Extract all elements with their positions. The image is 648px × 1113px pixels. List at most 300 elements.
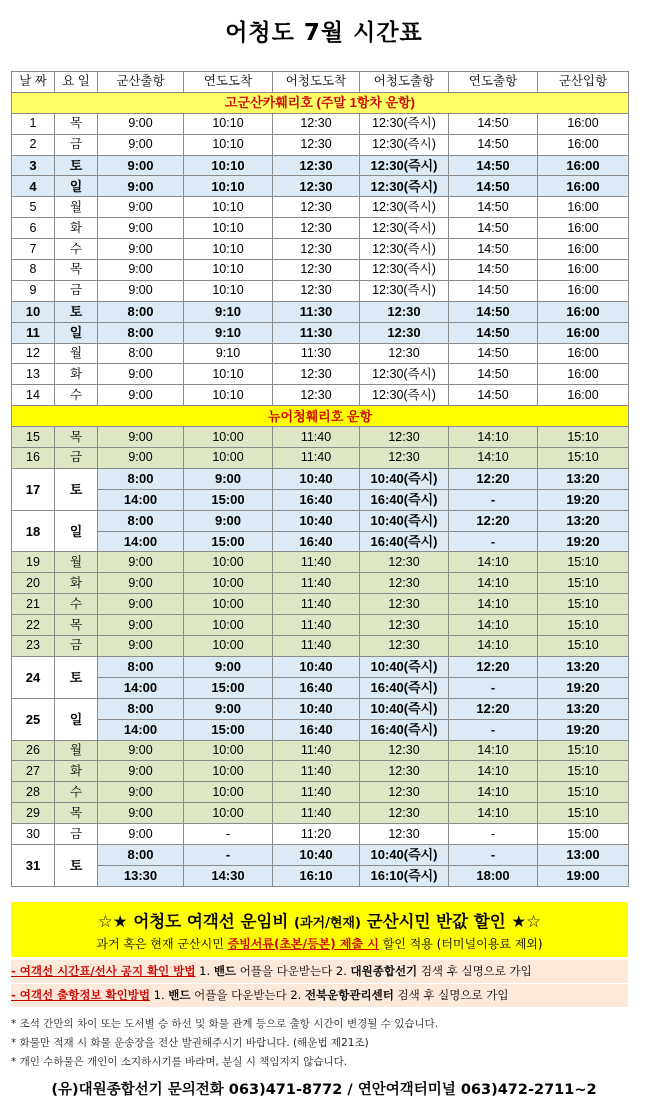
time-cell: 12:30 xyxy=(360,615,449,636)
weekday-cell: 금 xyxy=(55,280,98,301)
time-cell: 19:20 xyxy=(538,531,629,552)
weekday-cell: 금 xyxy=(55,448,98,469)
time-cell: 16:40 xyxy=(273,677,360,698)
column-header: 연도도착 xyxy=(184,72,273,93)
date-cell: 9 xyxy=(12,280,55,301)
section-label: 고군산카훼리호 (주말 1항차 운항) xyxy=(12,92,629,113)
time-cell: 9:00 xyxy=(98,364,184,385)
table-row xyxy=(12,824,629,845)
time-cell: 14:50 xyxy=(449,113,538,134)
time-cell: 10:10 xyxy=(184,113,273,134)
weekday-cell: 월 xyxy=(55,552,98,573)
time-cell: 16:00 xyxy=(538,218,629,239)
table-row xyxy=(12,698,629,719)
time-cell: 12:30 xyxy=(360,636,449,657)
time-cell: 10:00 xyxy=(184,573,273,594)
time-cell: 12:30(즉시) xyxy=(360,176,449,197)
time-cell: 12:30(즉시) xyxy=(360,280,449,301)
section-header xyxy=(12,406,629,427)
time-cell: 12:30(즉시) xyxy=(360,239,449,260)
weekday-cell: 금 xyxy=(55,134,98,155)
table-row xyxy=(12,636,629,657)
table-row xyxy=(12,677,629,698)
timetable xyxy=(11,71,629,887)
time-cell: 11:30 xyxy=(273,301,360,322)
time-cell: 12:30(즉시) xyxy=(360,197,449,218)
discount-condition: 과거 혹은 현재 군산시민 증빙서류(초본/등본) 제출 시 할인 적용 (터미널이용료 제외) xyxy=(96,937,543,951)
table-row xyxy=(12,176,629,197)
date-cell: 1 xyxy=(12,113,55,134)
table-row xyxy=(12,552,629,573)
date-cell: 14 xyxy=(12,385,55,406)
table-row xyxy=(12,865,629,886)
time-cell: 12:30 xyxy=(360,322,449,343)
weekday-cell: 토 xyxy=(55,155,98,176)
time-cell: 12:30 xyxy=(360,301,449,322)
table-row xyxy=(12,155,629,176)
date-cell: 18 xyxy=(12,510,55,552)
time-cell: 19:20 xyxy=(538,489,629,510)
time-cell: 19:20 xyxy=(538,719,629,740)
weekday-cell: 수 xyxy=(55,782,98,803)
table-row xyxy=(12,385,629,406)
time-cell: 12:30(즉시) xyxy=(360,364,449,385)
table-row xyxy=(12,448,629,469)
time-cell: 15:10 xyxy=(538,803,629,824)
time-cell: 10:40 xyxy=(273,698,360,719)
column-header: 어청도출항 xyxy=(360,72,449,93)
time-cell: 10:10 xyxy=(184,218,273,239)
contact-footer: (유)대원종합선기 문의전화 063)471-8772 / 연안여객터미널 063)472-2711~2 xyxy=(51,1082,597,1098)
date-cell: 5 xyxy=(12,197,55,218)
time-cell: 11:40 xyxy=(273,740,360,761)
time-cell: 14:50 xyxy=(449,301,538,322)
time-cell: 16:00 xyxy=(538,260,629,281)
table-row xyxy=(12,615,629,636)
time-cell: 14:10 xyxy=(449,594,538,615)
time-cell: 9:00 xyxy=(98,113,184,134)
table-row xyxy=(12,239,629,260)
weekday-cell: 토 xyxy=(55,656,98,698)
table-row xyxy=(12,489,629,510)
date-cell: 2 xyxy=(12,134,55,155)
time-cell: 9:00 xyxy=(98,803,184,824)
time-cell: 12:30 xyxy=(273,155,360,176)
date-cell: 6 xyxy=(12,218,55,239)
time-cell: 14:00 xyxy=(98,489,184,510)
time-cell: 9:00 xyxy=(98,176,184,197)
time-cell: 10:40(즉시) xyxy=(360,844,449,865)
time-cell: 10:40 xyxy=(273,468,360,489)
time-cell: 12:30 xyxy=(273,197,360,218)
time-cell: 10:10 xyxy=(184,134,273,155)
time-cell: 12:30 xyxy=(273,239,360,260)
time-cell: 14:10 xyxy=(449,636,538,657)
time-cell: 9:00 xyxy=(98,740,184,761)
time-cell: 15:10 xyxy=(538,761,629,782)
column-header: 날 짜 xyxy=(12,72,55,93)
time-cell: 15:10 xyxy=(538,573,629,594)
time-cell: 9:00 xyxy=(98,134,184,155)
weekday-cell: 일 xyxy=(55,322,98,343)
time-cell: - xyxy=(449,824,538,845)
weekday-cell: 일 xyxy=(55,510,98,552)
time-cell: 10:40(즉시) xyxy=(360,656,449,677)
time-cell: 10:00 xyxy=(184,427,273,448)
time-cell: 8:00 xyxy=(98,844,184,865)
date-cell: 31 xyxy=(12,844,55,886)
time-cell: 15:10 xyxy=(538,552,629,573)
table-row xyxy=(12,113,629,134)
table-row xyxy=(12,364,629,385)
time-cell: 8:00 xyxy=(98,510,184,531)
time-cell: 12:30 xyxy=(273,113,360,134)
time-cell: 9:00 xyxy=(98,155,184,176)
time-cell: 9:10 xyxy=(184,322,273,343)
table-row xyxy=(12,134,629,155)
time-cell: 12:30 xyxy=(273,218,360,239)
table-row xyxy=(12,427,629,448)
weekday-cell: 일 xyxy=(55,176,98,197)
discount-banner xyxy=(11,902,628,957)
schedule-check-info: - 여객선 시간표/선사 공지 확인 방법 1. 밴드 어플을 다운받는다 2. 대원종합선기 검색 후 실명으로 가입 xyxy=(11,960,628,983)
table-row xyxy=(12,280,629,301)
time-cell: 12:30 xyxy=(273,280,360,301)
time-cell: 12:30(즉시) xyxy=(360,155,449,176)
weekday-cell: 토 xyxy=(55,301,98,322)
departure-check-info: - 여객선 출항정보 확인방법 1. 밴드 어플을 다운받는다 2. 전북운항관리센터 검색 후 실명으로 가입 xyxy=(11,984,628,1007)
time-cell: 9:00 xyxy=(98,615,184,636)
date-cell: 3 xyxy=(12,155,55,176)
time-cell: 13:30 xyxy=(98,865,184,886)
time-cell: 10:00 xyxy=(184,636,273,657)
time-cell: 12:30 xyxy=(273,176,360,197)
date-cell: 26 xyxy=(12,740,55,761)
time-cell: 11:40 xyxy=(273,615,360,636)
time-cell: 12:30(즉시) xyxy=(360,260,449,281)
time-cell: 12:30 xyxy=(360,343,449,364)
time-cell: 14:50 xyxy=(449,343,538,364)
time-cell: 14:10 xyxy=(449,782,538,803)
time-cell: 14:10 xyxy=(449,573,538,594)
weekday-cell: 월 xyxy=(55,740,98,761)
time-cell: 10:40(즉시) xyxy=(360,510,449,531)
time-cell: 15:10 xyxy=(538,448,629,469)
time-cell: 14:30 xyxy=(184,865,273,886)
time-cell: 16:00 xyxy=(538,155,629,176)
weekday-cell: 목 xyxy=(55,615,98,636)
time-cell: 8:00 xyxy=(98,343,184,364)
date-cell: 13 xyxy=(12,364,55,385)
time-cell: 14:50 xyxy=(449,134,538,155)
time-cell: 14:50 xyxy=(449,364,538,385)
time-cell: 10:00 xyxy=(184,594,273,615)
time-cell: 11:40 xyxy=(273,803,360,824)
time-cell: 9:00 xyxy=(98,280,184,301)
date-cell: 21 xyxy=(12,594,55,615)
weekday-cell: 목 xyxy=(55,427,98,448)
time-cell: 16:40(즉시) xyxy=(360,677,449,698)
time-cell: 12:20 xyxy=(449,656,538,677)
time-cell: 11:40 xyxy=(273,552,360,573)
time-cell: - xyxy=(184,824,273,845)
table-row xyxy=(12,510,629,531)
time-cell: 14:50 xyxy=(449,239,538,260)
time-cell: 12:30 xyxy=(360,448,449,469)
time-cell: 14:10 xyxy=(449,803,538,824)
date-cell: 20 xyxy=(12,573,55,594)
time-cell: 10:10 xyxy=(184,239,273,260)
page-title: 어청도 7월 시간표 xyxy=(225,20,423,46)
table-row xyxy=(12,260,629,281)
time-cell: 10:00 xyxy=(184,803,273,824)
time-cell: 18:00 xyxy=(449,865,538,886)
weekday-cell: 수 xyxy=(55,594,98,615)
discount-title: ☆★ 어청도 여객선 운임비 (과거/현재) 군산시민 반값 할인 ★☆ xyxy=(98,912,541,931)
time-cell: 16:40(즉시) xyxy=(360,531,449,552)
time-cell: 12:30 xyxy=(360,824,449,845)
time-cell: 15:00 xyxy=(184,719,273,740)
weekday-cell: 토 xyxy=(55,468,98,510)
time-cell: 13:20 xyxy=(538,510,629,531)
time-cell: 10:00 xyxy=(184,615,273,636)
column-header: 어청도도착 xyxy=(273,72,360,93)
time-cell: 10:40(즉시) xyxy=(360,698,449,719)
time-cell: 12:30 xyxy=(273,385,360,406)
time-cell: 9:00 xyxy=(98,761,184,782)
time-cell: - xyxy=(449,489,538,510)
table-row xyxy=(12,594,629,615)
date-cell: 11 xyxy=(12,322,55,343)
column-header: 군산출항 xyxy=(98,72,184,93)
time-cell: 11:40 xyxy=(273,427,360,448)
table-row xyxy=(12,719,629,740)
time-cell: 16:00 xyxy=(538,364,629,385)
time-cell: 14:10 xyxy=(449,740,538,761)
time-cell: 8:00 xyxy=(98,698,184,719)
time-cell: 16:00 xyxy=(538,322,629,343)
table-row xyxy=(12,573,629,594)
time-cell: 14:10 xyxy=(449,761,538,782)
table-row xyxy=(12,656,629,677)
time-cell: 10:40 xyxy=(273,510,360,531)
time-cell: 12:20 xyxy=(449,510,538,531)
time-cell: 10:00 xyxy=(184,761,273,782)
table-row xyxy=(12,740,629,761)
time-cell: 13:20 xyxy=(538,698,629,719)
time-cell: 15:10 xyxy=(538,740,629,761)
time-cell: 12:30 xyxy=(273,364,360,385)
column-header: 군산입항 xyxy=(538,72,629,93)
time-cell: 16:40 xyxy=(273,489,360,510)
date-cell: 12 xyxy=(12,343,55,364)
date-cell: 23 xyxy=(12,636,55,657)
time-cell: 10:10 xyxy=(184,364,273,385)
table-row xyxy=(12,218,629,239)
date-cell: 7 xyxy=(12,239,55,260)
time-cell: 15:00 xyxy=(538,824,629,845)
time-cell: 14:00 xyxy=(98,719,184,740)
date-cell: 16 xyxy=(12,448,55,469)
time-cell: - xyxy=(184,844,273,865)
table-row xyxy=(12,343,629,364)
time-cell: 15:00 xyxy=(184,531,273,552)
time-cell: 16:00 xyxy=(538,343,629,364)
time-cell: 16:40 xyxy=(273,531,360,552)
weekday-cell: 목 xyxy=(55,803,98,824)
time-cell: 12:30 xyxy=(360,427,449,448)
time-cell: 16:00 xyxy=(538,280,629,301)
time-cell: 19:00 xyxy=(538,865,629,886)
time-cell: 10:10 xyxy=(184,197,273,218)
time-cell: 19:20 xyxy=(538,677,629,698)
time-cell: 9:00 xyxy=(98,197,184,218)
time-cell: 12:30 xyxy=(360,594,449,615)
note-cargo: * 화물만 적재 시 화물 운송장을 전산 발권해주시기 바랍니다. (해운법 제21조) xyxy=(11,1037,369,1049)
table-row xyxy=(12,782,629,803)
time-cell: 14:50 xyxy=(449,197,538,218)
time-cell: 16:00 xyxy=(538,134,629,155)
time-cell: 11:20 xyxy=(273,824,360,845)
date-cell: 27 xyxy=(12,761,55,782)
time-cell: 15:00 xyxy=(184,677,273,698)
weekday-cell: 금 xyxy=(55,636,98,657)
time-cell: 10:00 xyxy=(184,740,273,761)
time-cell: 8:00 xyxy=(98,656,184,677)
time-cell: 9:00 xyxy=(98,782,184,803)
time-cell: 14:50 xyxy=(449,280,538,301)
date-cell: 29 xyxy=(12,803,55,824)
weekday-cell: 목 xyxy=(55,260,98,281)
time-cell: 10:10 xyxy=(184,155,273,176)
time-cell: 10:10 xyxy=(184,280,273,301)
weekday-cell: 화 xyxy=(55,218,98,239)
time-cell: 9:10 xyxy=(184,343,273,364)
time-cell: 12:30 xyxy=(360,552,449,573)
time-cell: - xyxy=(449,844,538,865)
time-cell: 15:10 xyxy=(538,636,629,657)
time-cell: 14:10 xyxy=(449,427,538,448)
time-cell: 9:00 xyxy=(184,510,273,531)
time-cell: 13:20 xyxy=(538,656,629,677)
time-cell: 11:40 xyxy=(273,761,360,782)
time-cell: 16:00 xyxy=(538,301,629,322)
date-cell: 24 xyxy=(12,656,55,698)
time-cell: 8:00 xyxy=(98,301,184,322)
time-cell: 15:10 xyxy=(538,615,629,636)
time-cell: 16:00 xyxy=(538,176,629,197)
time-cell: 14:00 xyxy=(98,677,184,698)
weekday-cell: 월 xyxy=(55,343,98,364)
time-cell: 9:00 xyxy=(98,448,184,469)
date-cell: 15 xyxy=(12,427,55,448)
time-cell: 10:10 xyxy=(184,176,273,197)
time-cell: 12:20 xyxy=(449,698,538,719)
date-cell: 8 xyxy=(12,260,55,281)
time-cell: 14:50 xyxy=(449,176,538,197)
time-cell: 9:00 xyxy=(98,824,184,845)
column-header: 요 일 xyxy=(55,72,98,93)
date-cell: 4 xyxy=(12,176,55,197)
weekday-cell: 수 xyxy=(55,385,98,406)
time-cell: 10:10 xyxy=(184,385,273,406)
weekday-cell: 월 xyxy=(55,197,98,218)
date-cell: 10 xyxy=(12,301,55,322)
time-cell: 16:40(즉시) xyxy=(360,489,449,510)
time-cell: 9:00 xyxy=(98,239,184,260)
date-cell: 19 xyxy=(12,552,55,573)
date-cell: 28 xyxy=(12,782,55,803)
time-cell: 10:40 xyxy=(273,656,360,677)
time-cell: 12:30 xyxy=(273,134,360,155)
table-row xyxy=(12,197,629,218)
time-cell: 16:10 xyxy=(273,865,360,886)
time-cell: 12:30(즉시) xyxy=(360,218,449,239)
table-row xyxy=(12,803,629,824)
time-cell: 9:00 xyxy=(184,698,273,719)
time-cell: 15:00 xyxy=(184,489,273,510)
time-cell: 12:30 xyxy=(360,761,449,782)
weekday-cell: 일 xyxy=(55,698,98,740)
time-cell: - xyxy=(449,719,538,740)
time-cell: 14:50 xyxy=(449,218,538,239)
time-cell: 14:10 xyxy=(449,615,538,636)
time-cell: 9:00 xyxy=(98,573,184,594)
time-cell: 9:00 xyxy=(98,594,184,615)
time-cell: 14:50 xyxy=(449,260,538,281)
time-cell: 15:10 xyxy=(538,427,629,448)
time-cell: 9:00 xyxy=(98,385,184,406)
time-cell: 11:30 xyxy=(273,322,360,343)
table-row xyxy=(12,301,629,322)
table-row xyxy=(12,761,629,782)
time-cell: 9:00 xyxy=(98,218,184,239)
time-cell: 9:00 xyxy=(98,260,184,281)
time-cell: 16:10(즉시) xyxy=(360,865,449,886)
weekday-cell: 화 xyxy=(55,364,98,385)
time-cell: 10:00 xyxy=(184,552,273,573)
time-cell: 11:30 xyxy=(273,343,360,364)
time-cell: 8:00 xyxy=(98,322,184,343)
time-cell: 13:20 xyxy=(538,468,629,489)
time-cell: 8:00 xyxy=(98,468,184,489)
time-cell: - xyxy=(449,531,538,552)
table-header xyxy=(12,72,629,93)
time-cell: 12:30 xyxy=(273,260,360,281)
time-cell: 9:10 xyxy=(184,301,273,322)
time-cell: 16:00 xyxy=(538,197,629,218)
note-tide: * 조석 간만의 차이 또는 도서별 승 하선 및 화물 관계 등으로 출항 시간이 변경될 수 있습니다. xyxy=(11,1018,439,1030)
time-cell: 10:40(즉시) xyxy=(360,468,449,489)
time-cell: 16:00 xyxy=(538,385,629,406)
weekday-cell: 화 xyxy=(55,761,98,782)
time-cell: 14:10 xyxy=(449,552,538,573)
table-row xyxy=(12,468,629,489)
time-cell: 14:50 xyxy=(449,322,538,343)
weekday-cell: 수 xyxy=(55,239,98,260)
time-cell: 9:00 xyxy=(98,427,184,448)
time-cell: 11:40 xyxy=(273,636,360,657)
time-cell: 16:40(즉시) xyxy=(360,719,449,740)
time-cell: 16:00 xyxy=(538,239,629,260)
time-cell: 10:40 xyxy=(273,844,360,865)
time-cell: 14:10 xyxy=(449,448,538,469)
time-cell: 14:50 xyxy=(449,385,538,406)
time-cell: 12:20 xyxy=(449,468,538,489)
date-cell: 30 xyxy=(12,824,55,845)
table-row xyxy=(12,844,629,865)
note-luggage: * 개인 수하물은 개인이 소지하시기를 바라며, 분실 시 책임지지 않습니다. xyxy=(11,1056,348,1068)
